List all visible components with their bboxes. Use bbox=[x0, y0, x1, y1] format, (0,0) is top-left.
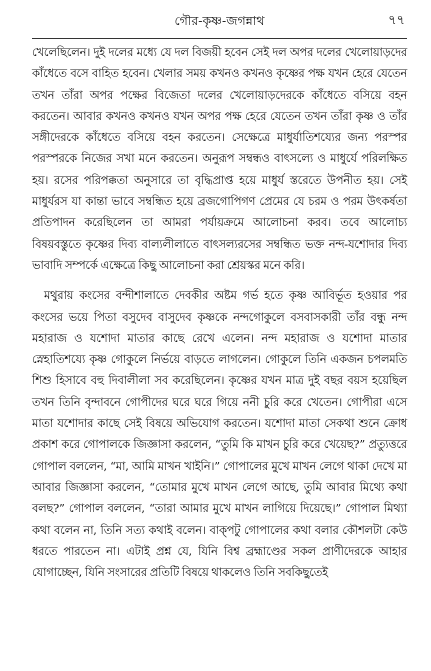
paragraph: খেলেছিলেন। দুই দলের মধ্যে যে দল বিজয়ী হবেন সেই দল অপর দলের খেলোয়াড়দের কাঁধেতে বসে বাহিত হবেন। খেলার সময় কখনও কখনও কৃষ্ণের পক্ষ যখন হেরে যেতেন তখন তাঁরা অপর পক্ষের বিজেতা দলের খেলোয়াড়দেরকে কাঁধেতে বসিয়ে বহন করতেন। আবার কখনও কখনও যখন অপর পক্ষ হেরে যেতেন তখন তাঁরা কৃষ্ণ ও তাঁর সঙ্গীদেরকে কাঁধেতে বসিয়ে বহন করতেন। সেক্ষেত্রে মাধুর্যাতিশয্যের জন্য পরস্পর পরস্পরকে নিজের সখা মনে করতেন। অনুরূপ সম্বন্ধও বাৎসল্যে ও মাধুর্যে পরিলক্ষিত হয়। রসের পরিপক্কতা অনুসারে তা বৃদ্ধিপ্রাপ্ত হয়ে মাধুর্য স্তরেতে উপনীত হয়। সেই মাধুর্যরস যা কান্তা ভাবে সম্বন্ধিত হয়ে ব্রজগোপিগণ প্রেমের যে চরম ও পরম উৎকর্ষতা প্রতিপাদন করেছিলেন তা আমরা পর্যায়ক্রমে আলোচনা করব। তবে আলোচ্য বিষয়বস্তুতে কৃষ্ণের দিব্য বাল্যলীলাতে বাৎসল্যরসের সম্বন্ধিত ভক্ত নন্দ-যশোদার দিব্য ভাবাদি সম্পর্কে এক্ষেত্রে কিছু আলোচনা করা শ্রেয়স্কর মনে করি। bbox=[32, 45, 407, 272]
body-text bbox=[32, 42, 407, 583]
running-head: গৌর-কৃষ্ণ-জগন্নাথ bbox=[174, 13, 265, 28]
page-header bbox=[32, 6, 407, 39]
page-number: ৭৭ bbox=[388, 13, 405, 28]
paragraph: মথুরায় কংসের বন্দীশালাতে দেবকীর অষ্টম গর্ভ হতে কৃষ্ণ আবির্ভূত হওয়ার পর কংসের ভয়ে পিতা বসুদেব বাসুদেব কৃষ্ণকে নন্দগোকুলে বসবাসকারী তাঁর বন্ধু নন্দ মহারাজ ও যশোদা মাতার কাছে রেখে এলেন। নন্দ মহারাজ ও যশোদা মাতার স্নেহাতিশয্যে কৃষ্ণ গোকুলে নির্ভয়ে বাড়তে লাগলেন। গোকুলে তিনি একজন চপলমতি শিশু হিসাবে বহু দিবালীলা সব করেছিলেন। কৃষ্ণের যখন মাত্র দুই বছর বয়স হয়েছিল তখন তিনি বৃন্দাবনে গোপীদের ঘরে ঘরে গিয়ে ননী চুরি করে খেতেন। গোপীরা এসে মাতা যশোদার কাছে সেই বিষয়ে অভিযোগ করতেন। যশোদা মাতা সেকথা শুনে ক্রোধ প্রকাশ করে গোপালকে জিজ্ঞাসা করলেন, “তুমি কি মাখন চুরি করে খেয়েছ?” প্রত্যুত্তরে গোপাল বললেন, “মা, আমি মাখন খাইনি।” গোপালের মুখে মাখন লেগে থাকা দেখে মা আবার জিজ্ঞাসা করলেন, “তোমার মুখে মাখন লেগে আছে, তুমি আবার মিথ্যে কথা বলছ?” গোপাল বললেন, “তারা আমার মুখে মাখন লাগিয়ে দিয়েছে।” গোপাল মিথ্যা কথা বলেন না, তিনি সত্য কথাই বলেন। বাক্পটু গোপালের কথা বলার কৌশলটা কেউ ধরতে পারতেন না। এটাই প্রশ্ন যে, যিনি বিশ্ব ব্রহ্মাণ্ডের সকল প্রাণীদেরকে আহার যোগাচ্ছেন, যিনি সংসারের প্রতিটি বিষয়ে থাকলেও তিনি সবকিছুতেই bbox=[32, 288, 407, 580]
